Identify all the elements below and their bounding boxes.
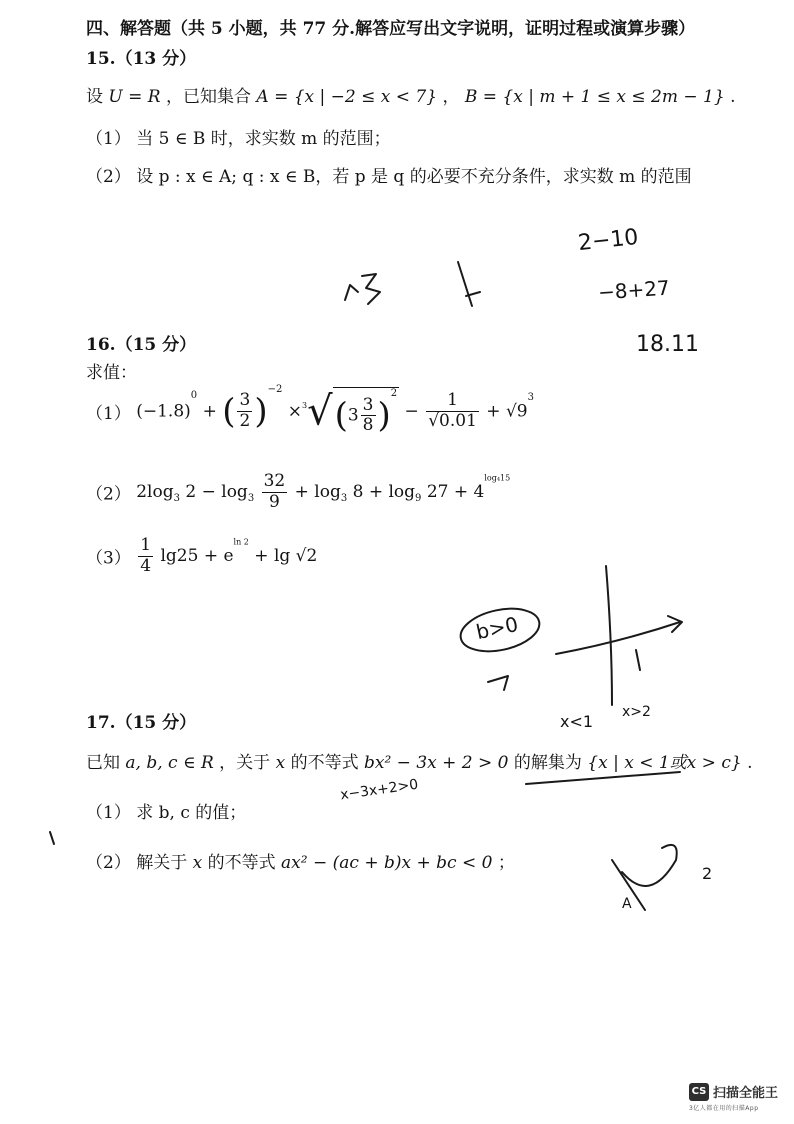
q15-separator: ， [442,87,460,107]
q16-e2-term3: + log [294,482,341,503]
q16-e2-term3-base: 3 [340,492,348,504]
pencil-stroke-scribble [345,274,380,304]
q16-e2-term1: 2log [136,482,174,503]
q16-part3-label: （3） [86,548,131,569]
pencil-stroke-underline [526,772,680,784]
handwritten-note-9: 2 [702,864,713,883]
q16-e2-term1-base: 3 [173,492,180,504]
handwritten-note-1: 2−10 [576,224,640,257]
q17-part2-x: x [192,853,203,873]
q16-e3-numerator: 1 [140,535,152,555]
q16-e1-mixed-denominator: 8 [362,415,374,436]
q15-part1-label: （1） [86,129,131,149]
q16-e2-denominator: 9 [269,491,280,512]
handwritten-note-2: −8+27 [597,275,671,305]
q16-e2-numerator: 32 [263,471,286,491]
q16-e1-mixed-whole: 3 [347,405,359,426]
q17-stem-c: 的不等式 [290,753,359,773]
q16-e1-mixed-numerator: 3 [362,394,374,415]
q16-part2-label: （2） [86,484,131,505]
watermark-tagline: 3亿人都在用的扫描App [688,1105,759,1112]
q15-part2-text: 设 p : x ∈ A; q : x ∈ B，若 p 是 q 的必要不充分条件，求实数 m 的范围 [136,167,692,187]
q16-number: 16.（15 分） [86,335,197,355]
q16-e1-term-a-exp: 0 [190,390,198,401]
pencil-tick-mark [636,650,640,670]
q16-e1-inner-right-paren: ) [377,395,391,436]
q16-intro: 求值： [86,363,137,383]
q17-inequality: bx² − 3x + 2 > 0 [363,753,509,773]
q16-e3-lg: + lg [248,546,296,567]
q15-part1-text: 当 5 ∈ B 时，求实数 m 的范围； [136,129,391,149]
q16-part1-label: （1） [86,404,131,424]
q17-part2-mid: 的不等式 [207,853,276,873]
q15-universal-set: U = R [108,87,161,107]
handwritten-note-7: x−3x+2>0 [339,776,420,804]
q17-stem-x: x [275,753,286,773]
radical-sign-icon: √ [307,388,333,435]
q16-e1-root-index: 3 [301,401,308,410]
q16-e1-mixed-exp: 2 [390,388,398,400]
q15-number: 15.（13 分） [86,49,197,69]
q16-e2-term3-arg: 8 + log [347,482,416,503]
q16-e2-term4-exp: log₄15 [484,473,511,483]
scanner-watermark [689,1081,778,1112]
handwritten-note-6: x>2 [622,704,651,720]
q16-e1-left-paren: ( [222,391,236,432]
q17-stem-vars: a, b, c ∈ R [125,753,214,773]
pencil-stroke-vertical [458,262,480,306]
q17-stem-a: 已知 [86,753,120,773]
q17-end: . [747,753,753,773]
q16-e1-plus1: + [202,401,217,422]
q17-stem-b: ，关于 [219,753,271,773]
q17-part2-inequality: ax² − (ac + b)x + bc < 0 [281,853,493,873]
q15-set-b: B = {x | m + 1 ≤ x ≤ 2m − 1} [464,87,725,107]
q16-e2-term4-arg: 27 + 4 [421,482,485,503]
q17-part2-label: （2） [86,853,131,873]
q16-e1-times: × [287,401,302,422]
q16-e2-term1-arg: 2 − log [179,482,248,503]
q15-end: . [730,87,736,107]
handwritten-note-3: 18.11 [636,332,699,357]
q17-number: 17.（15 分） [86,713,197,733]
q16-e1-f2-numerator: 1 [426,391,479,412]
q17-part1-label: （1） [86,803,131,823]
q16-e2-term2-base: 3 [247,492,255,504]
pencil-parabola [622,845,677,886]
q16-e3-denominator: 4 [140,555,152,576]
q16-e1-radical2: √9 [505,401,528,422]
q15-stem-prefix: 设 [86,87,103,107]
q16-e3-sqrt: √2 [295,546,318,567]
q16-e1-f1-numerator: 3 [239,390,251,411]
q15-part2-label: （2） [86,167,131,187]
pencil-arrow-mark [488,676,508,690]
q17-stem-d: 的解集为 [513,753,582,773]
q17-solution-set: {x | x < 1或x > c} [587,753,742,773]
watermark-name: 扫描全能王 [712,1086,778,1101]
pencil-axis-vertical [606,566,612,705]
q17-part1-text: 求 b, c 的值； [136,803,247,823]
q16-e3-e-exp: ln 2 [233,537,249,547]
pencil-axis-horizontal [556,616,682,654]
pencil-margin-tick [50,832,54,844]
q17-part2-pre: 解关于 [136,853,188,873]
handwritten-note-5: x<1 [560,712,594,731]
q16-e1-minus: − [404,401,419,422]
q16-e1-radical2-exp: 3 [527,392,534,403]
q15-set-a: A = {x | −2 ≤ x < 7} [256,87,438,107]
handwritten-note-8: A [622,896,632,912]
q16-e1-plus2: + [486,401,501,422]
q16-e1-f2-denominator: √0.01 [428,411,477,431]
q16-e1-inner-left-paren: ( [334,395,348,436]
q16-e3-rest: lg25 + e [160,546,234,567]
q16-e1-right-paren: ) [254,391,268,432]
q16-e1-term-a: (−1.8) [136,401,191,422]
q16-e1-f1-exp: −2 [267,384,283,395]
q17-part2-end: ； [497,853,515,873]
handwritten-note-4: b>0 [473,611,521,645]
camscanner-logo-icon: CS [689,1083,709,1101]
q16-e1-f1-denominator: 2 [239,411,251,431]
section-header: 四、解答题（共 5 小题，共 77 分.解答应写出文字说明，证明过程或演算步骤） [86,19,696,39]
q16-e2-term4-base: 9 [415,492,422,504]
q15-stem-known: ，已知集合 [166,87,251,107]
